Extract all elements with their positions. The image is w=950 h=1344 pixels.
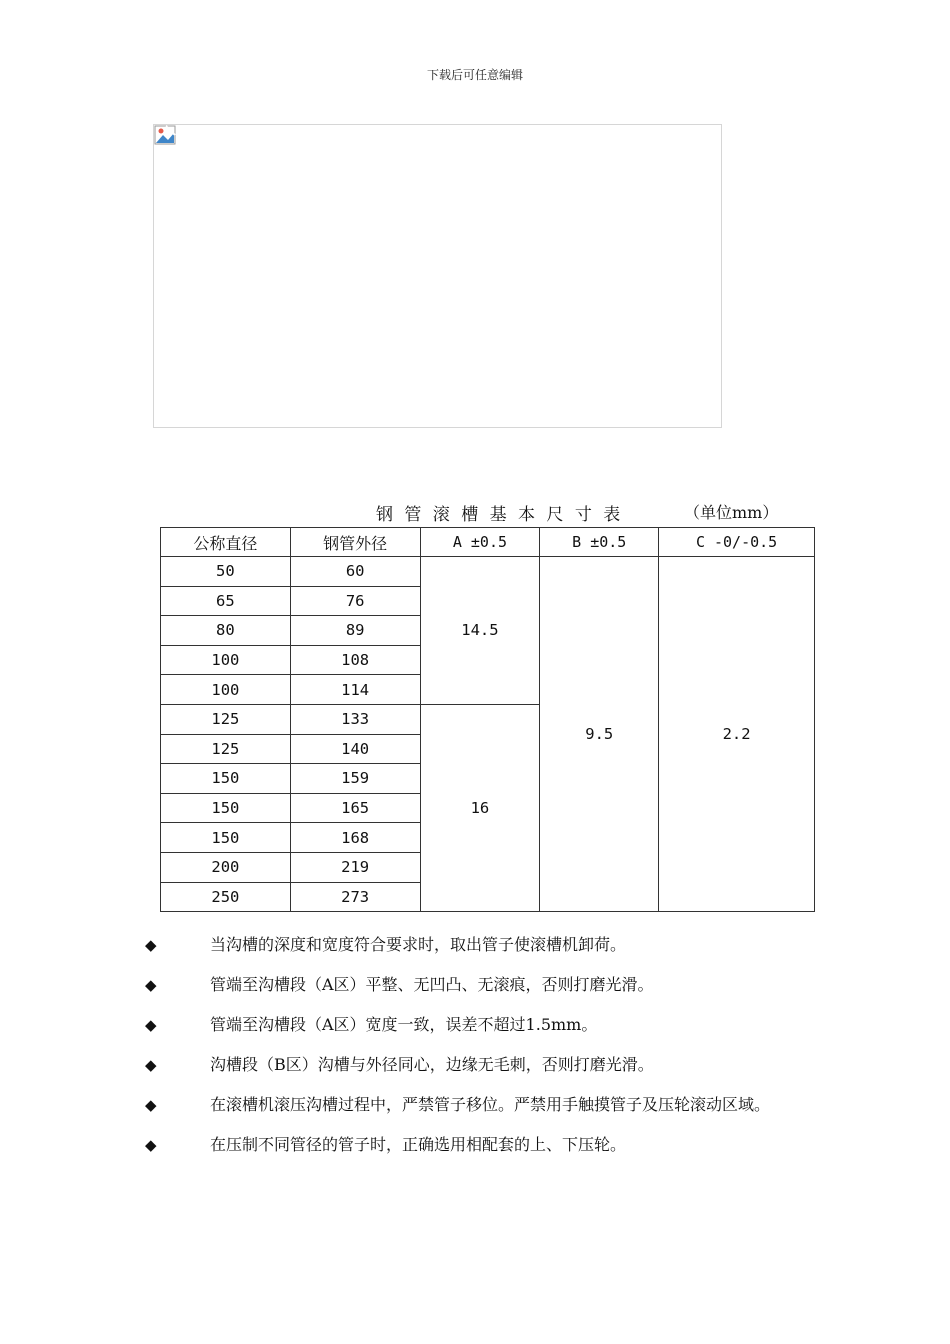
nominal-cell: 150 <box>161 793 291 823</box>
header-b: B ±0.5 <box>540 528 659 557</box>
nominal-cell: 150 <box>161 764 291 794</box>
bullet-text: 管端至沟槽段（A区）平整、无凹凸、无滚痕，否则打磨光滑。 <box>210 975 654 994</box>
nominal-cell: 150 <box>161 823 291 853</box>
diamond-bullet-icon: ◆ <box>145 976 157 994</box>
bullet-text: 沟槽段（B区）沟槽与外径同心，边缘无毛刺，否则打磨光滑。 <box>210 1055 654 1074</box>
nominal-cell: 125 <box>161 734 291 764</box>
list-item <box>145 1125 815 1165</box>
bullet-text: 管端至沟槽段（A区）宽度一致，误差不超过1.5mm。 <box>210 1015 598 1034</box>
outer-cell: 168 <box>290 823 420 853</box>
nominal-cell: 50 <box>161 557 291 587</box>
outer-cell: 114 <box>290 675 420 705</box>
outer-cell: 133 <box>290 704 420 734</box>
a-value-group1: 14.5 <box>420 557 540 705</box>
diamond-bullet-icon: ◆ <box>145 936 157 954</box>
b-value: 9.5 <box>540 557 659 912</box>
header-outer-diameter: 钢管外径 <box>290 528 420 557</box>
table-row <box>161 557 815 587</box>
nominal-cell: 80 <box>161 616 291 646</box>
header-nominal-diameter: 公称直径 <box>161 528 291 557</box>
nominal-cell: 250 <box>161 882 291 912</box>
nominal-cell: 125 <box>161 704 291 734</box>
diamond-bullet-icon: ◆ <box>145 1096 157 1114</box>
table-header-row <box>161 528 815 557</box>
list-item <box>145 965 815 1005</box>
bullet-text: 当沟槽的深度和宽度符合要求时，取出管子使滚槽机卸荷。 <box>210 935 627 954</box>
image-placeholder <box>153 124 722 428</box>
outer-cell: 140 <box>290 734 420 764</box>
outer-cell: 165 <box>290 793 420 823</box>
bullet-text: 在压制不同管径的管子时，正确选用相配套的上、下压轮。 <box>210 1135 627 1154</box>
outer-cell: 159 <box>290 764 420 794</box>
list-item <box>145 1045 815 1085</box>
list-item <box>145 1005 815 1045</box>
pipe-groove-table <box>160 527 815 912</box>
diamond-bullet-icon: ◆ <box>145 1016 157 1034</box>
table-caption: 钢 管 滚 槽 基 本 尺 寸 表 <box>376 505 624 525</box>
bullet-list <box>145 925 815 1165</box>
table-unit: （单位mm） <box>684 503 779 522</box>
bullet-text: 在滚槽机滚压沟槽过程中，严禁管子移位。严禁用手触摸管子及压轮滚动区域。 <box>210 1095 771 1114</box>
c-value: 2.2 <box>659 557 815 912</box>
outer-cell: 89 <box>290 616 420 646</box>
diamond-bullet-icon: ◆ <box>145 1056 157 1074</box>
header-c: C -0/-0.5 <box>659 528 815 557</box>
nominal-cell: 100 <box>161 675 291 705</box>
diamond-bullet-icon: ◆ <box>145 1136 157 1154</box>
outer-cell: 60 <box>290 557 420 587</box>
list-item <box>145 1085 815 1125</box>
outer-cell: 108 <box>290 645 420 675</box>
nominal-cell: 200 <box>161 852 291 882</box>
broken-image-icon <box>154 125 176 145</box>
header-note: 下载后可任意编辑 <box>426 68 523 82</box>
outer-cell: 76 <box>290 586 420 616</box>
outer-cell: 219 <box>290 852 420 882</box>
nominal-cell: 100 <box>161 645 291 675</box>
a-value-group2: 16 <box>420 704 540 911</box>
header-a: A ±0.5 <box>420 528 540 557</box>
outer-cell: 273 <box>290 882 420 912</box>
list-item <box>145 925 815 965</box>
nominal-cell: 65 <box>161 586 291 616</box>
